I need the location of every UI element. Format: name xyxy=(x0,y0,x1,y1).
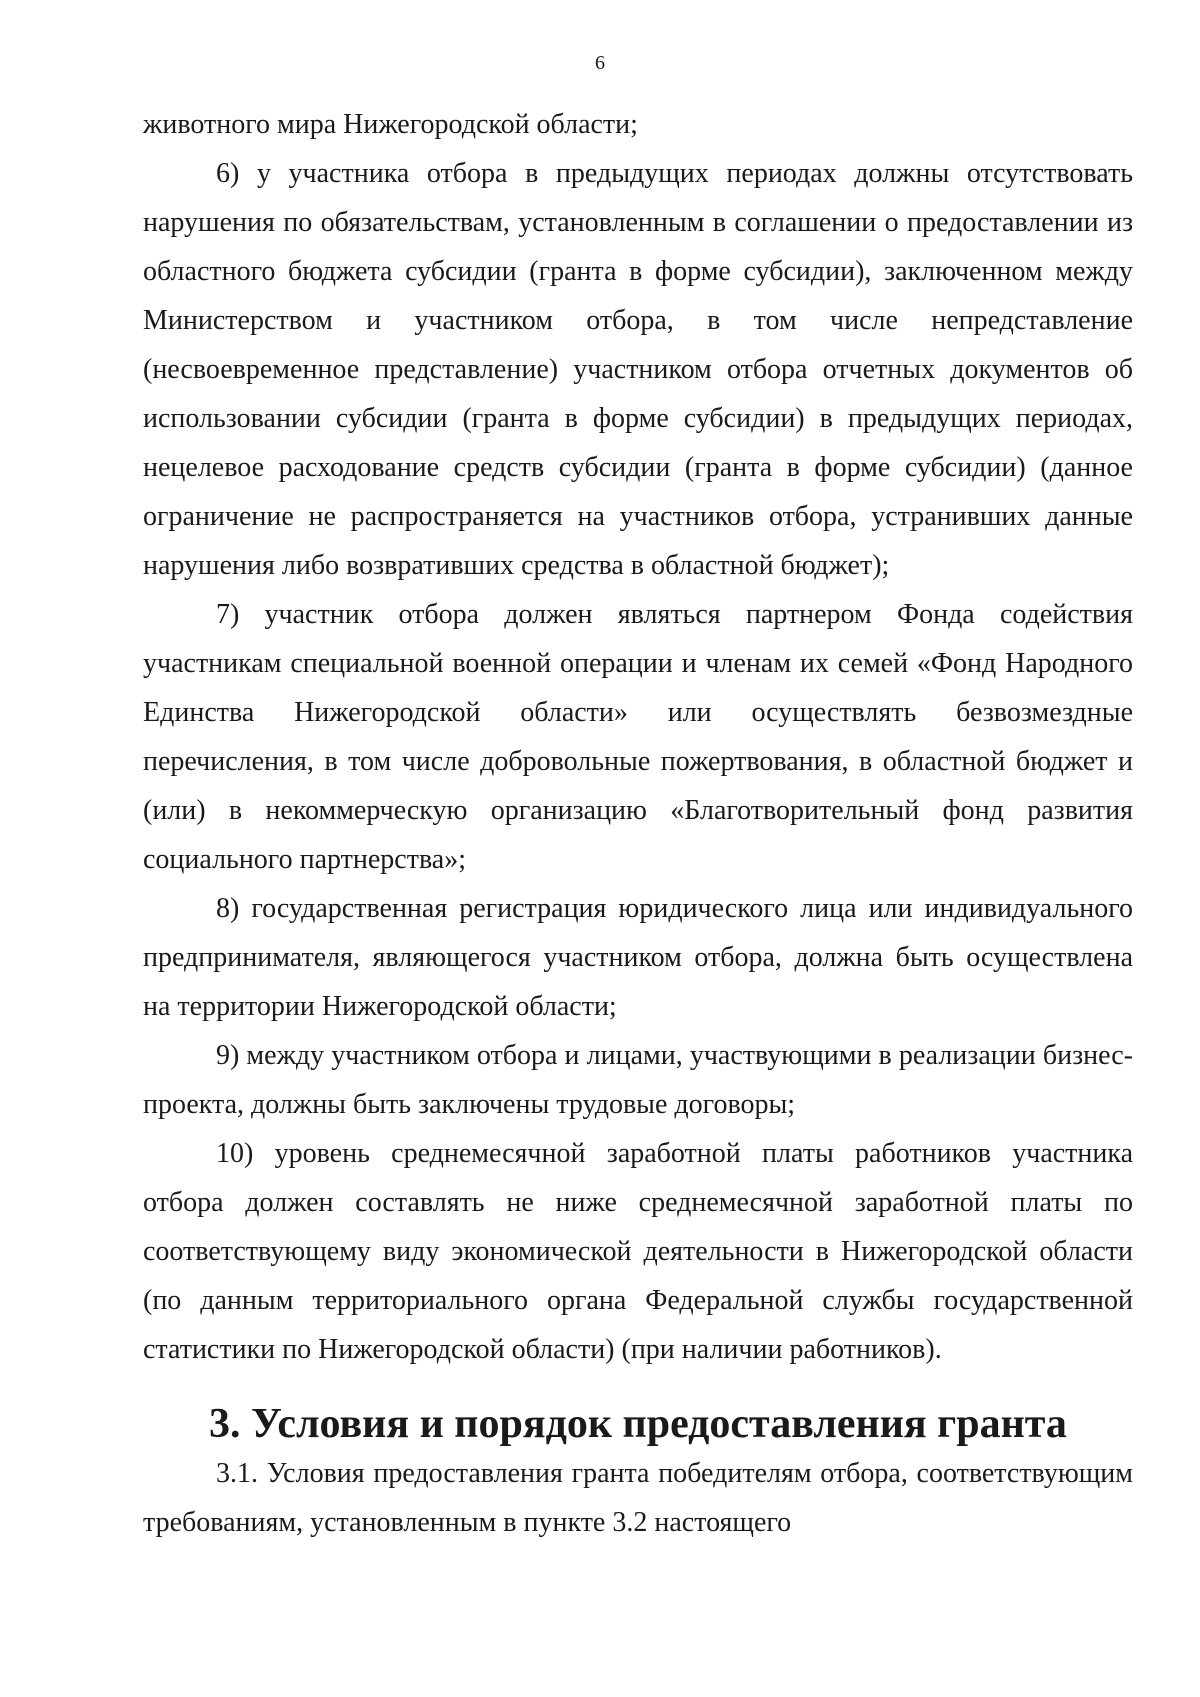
paragraph-item-9: 9) между участником отбора и лицами, участвующими в реализации бизнес-проекта, должны быть заключены трудовые договоры; xyxy=(143,1040,1133,1120)
paragraph-item-8: 8) государственная регистрация юридического лица или индивидуального предпринимателя, являющегося участником отбора, должна быть осуществлена на территории Нижегородской области; xyxy=(143,893,1133,1022)
section-heading: 3. Условия и порядок предоставления гранта xyxy=(209,1401,1067,1447)
page-number: 6 xyxy=(595,52,605,74)
paragraph-item-6: 6) у участника отбора в предыдущих периодах должны отсутствовать нарушения по обязательствам, установленным в соглашении о предоставлении из областного бюджета субсидии (гранта в форме субсидии), заключенном между Министерством и участником отбора, в том числе непредставление (несвоевременное представление) участником отбора отчетных документов об использовании субсидии (гранта в форме субсидии) в предыдущих периодах, нецелевое расходование средств субсидии (гранта в форме субсидии) (данное ограничение не распространяется на участников отбора, устранивших данные нарушения либо возвративших средства в областной бюджет); xyxy=(143,158,1133,581)
paragraph-item-10: 10) уровень среднемесячной заработной платы работников участника отбора должен составлять не ниже среднемесячной заработной платы по соответствующему виду экономической деятельности в Нижегородской области (по данным территориального органа Федеральной службы государственной статистики по Нижегородской области) (при наличии работников). xyxy=(143,1138,1133,1365)
paragraph-continuation: животного мира Нижегородской области; xyxy=(143,109,638,140)
paragraph-3-1: 3.1. Условия предоставления гранта победителям отбора, соответствующим требованиям, установленным в пункте 3.2 настоящего xyxy=(143,1458,1133,1538)
paragraph-item-7: 7) участник отбора должен являться партнером Фонда содействия участникам специальной военной операции и членам их семей «Фонд Народного Единства Нижегородской области» или осуществлять безвозмездные перечисления, в том числе добровольные пожертвования, в областной бюджет и (или) в некоммерческую организацию «Благотворительный фонд развития социального партнерства»; xyxy=(143,599,1133,875)
document-body xyxy=(143,100,1133,1547)
